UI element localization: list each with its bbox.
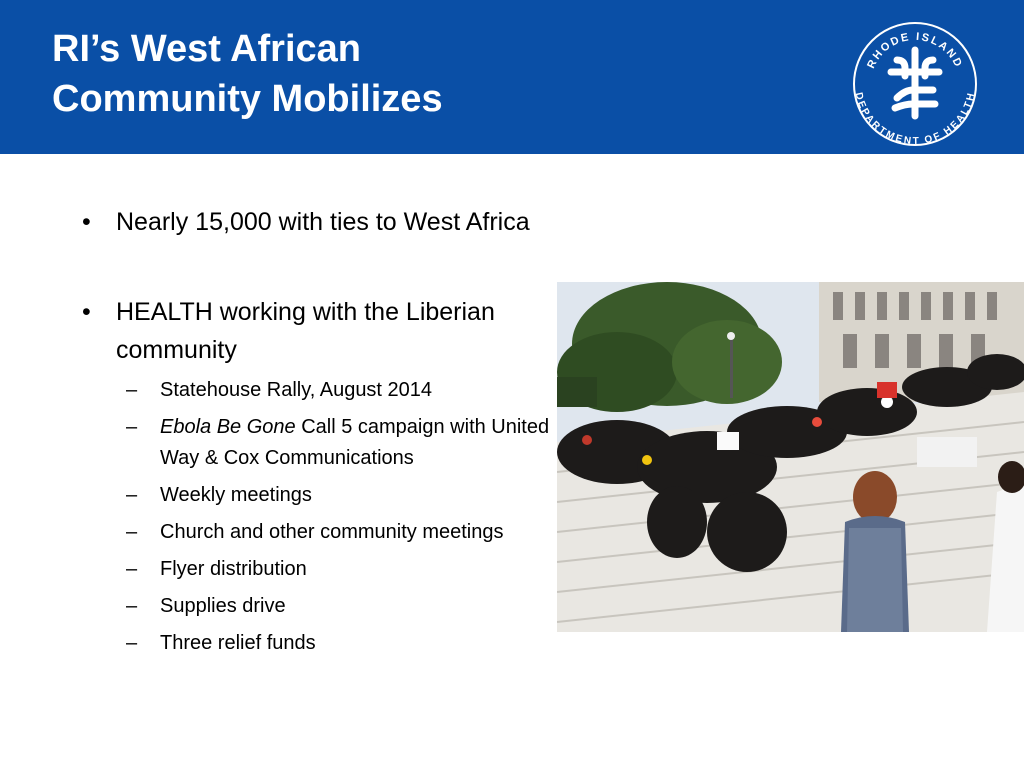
sub-item xyxy=(82,412,552,474)
sub-item-text: Weekly meetings xyxy=(160,484,312,506)
sub-item-text: Three relief funds xyxy=(160,632,316,654)
bullet-list xyxy=(82,203,552,665)
slide-title xyxy=(52,24,443,124)
sub-item xyxy=(82,591,552,622)
dash-marker: – xyxy=(126,379,138,401)
svg-text:RHODE ISLAND: RHODE ISLAND xyxy=(865,30,965,71)
title-banner xyxy=(0,0,1024,154)
bullet-health-liberian xyxy=(82,293,552,369)
dash-marker: – xyxy=(126,558,138,580)
sub-item xyxy=(82,517,552,548)
bullet-west-africa-ties xyxy=(82,203,552,241)
sub-item-text: Church and other community meetings xyxy=(160,521,504,543)
title-line-2: Community Mobilizes xyxy=(52,78,443,120)
dash-marker: – xyxy=(126,416,138,438)
rally-photo xyxy=(557,282,1024,632)
dash-marker: – xyxy=(126,632,138,654)
svg-text:DEPARTMENT OF HEALTH: DEPARTMENT OF HEALTH xyxy=(852,91,978,148)
sub-item xyxy=(82,554,552,585)
sub-item xyxy=(82,480,552,511)
sub-item-text: Flyer distribution xyxy=(160,558,307,580)
statehouse-steps-photo xyxy=(557,282,1024,632)
sub-item-text: Call 5 campaign with United Way & Cox Communications xyxy=(160,416,550,469)
sub-item xyxy=(82,375,552,406)
dash-marker: – xyxy=(126,484,138,506)
campaign-name: Ebola Be Gone xyxy=(160,416,296,438)
dash-marker: – xyxy=(126,595,138,617)
bullet-marker: • xyxy=(82,208,91,236)
sub-list xyxy=(82,375,552,659)
bullet-marker: • xyxy=(82,298,91,326)
bullet-text: HEALTH working with the Liberian community xyxy=(116,298,495,364)
rhode-island-health-logo xyxy=(851,20,979,148)
dash-marker: – xyxy=(126,521,138,543)
bullet-text: Nearly 15,000 with ties to West Africa xyxy=(116,208,530,236)
title-line-1: RI’s West African xyxy=(52,28,362,70)
sub-item xyxy=(82,628,552,659)
sub-item-text: Statehouse Rally, August 2014 xyxy=(160,379,433,401)
sub-item-text: Supplies drive xyxy=(160,595,286,617)
